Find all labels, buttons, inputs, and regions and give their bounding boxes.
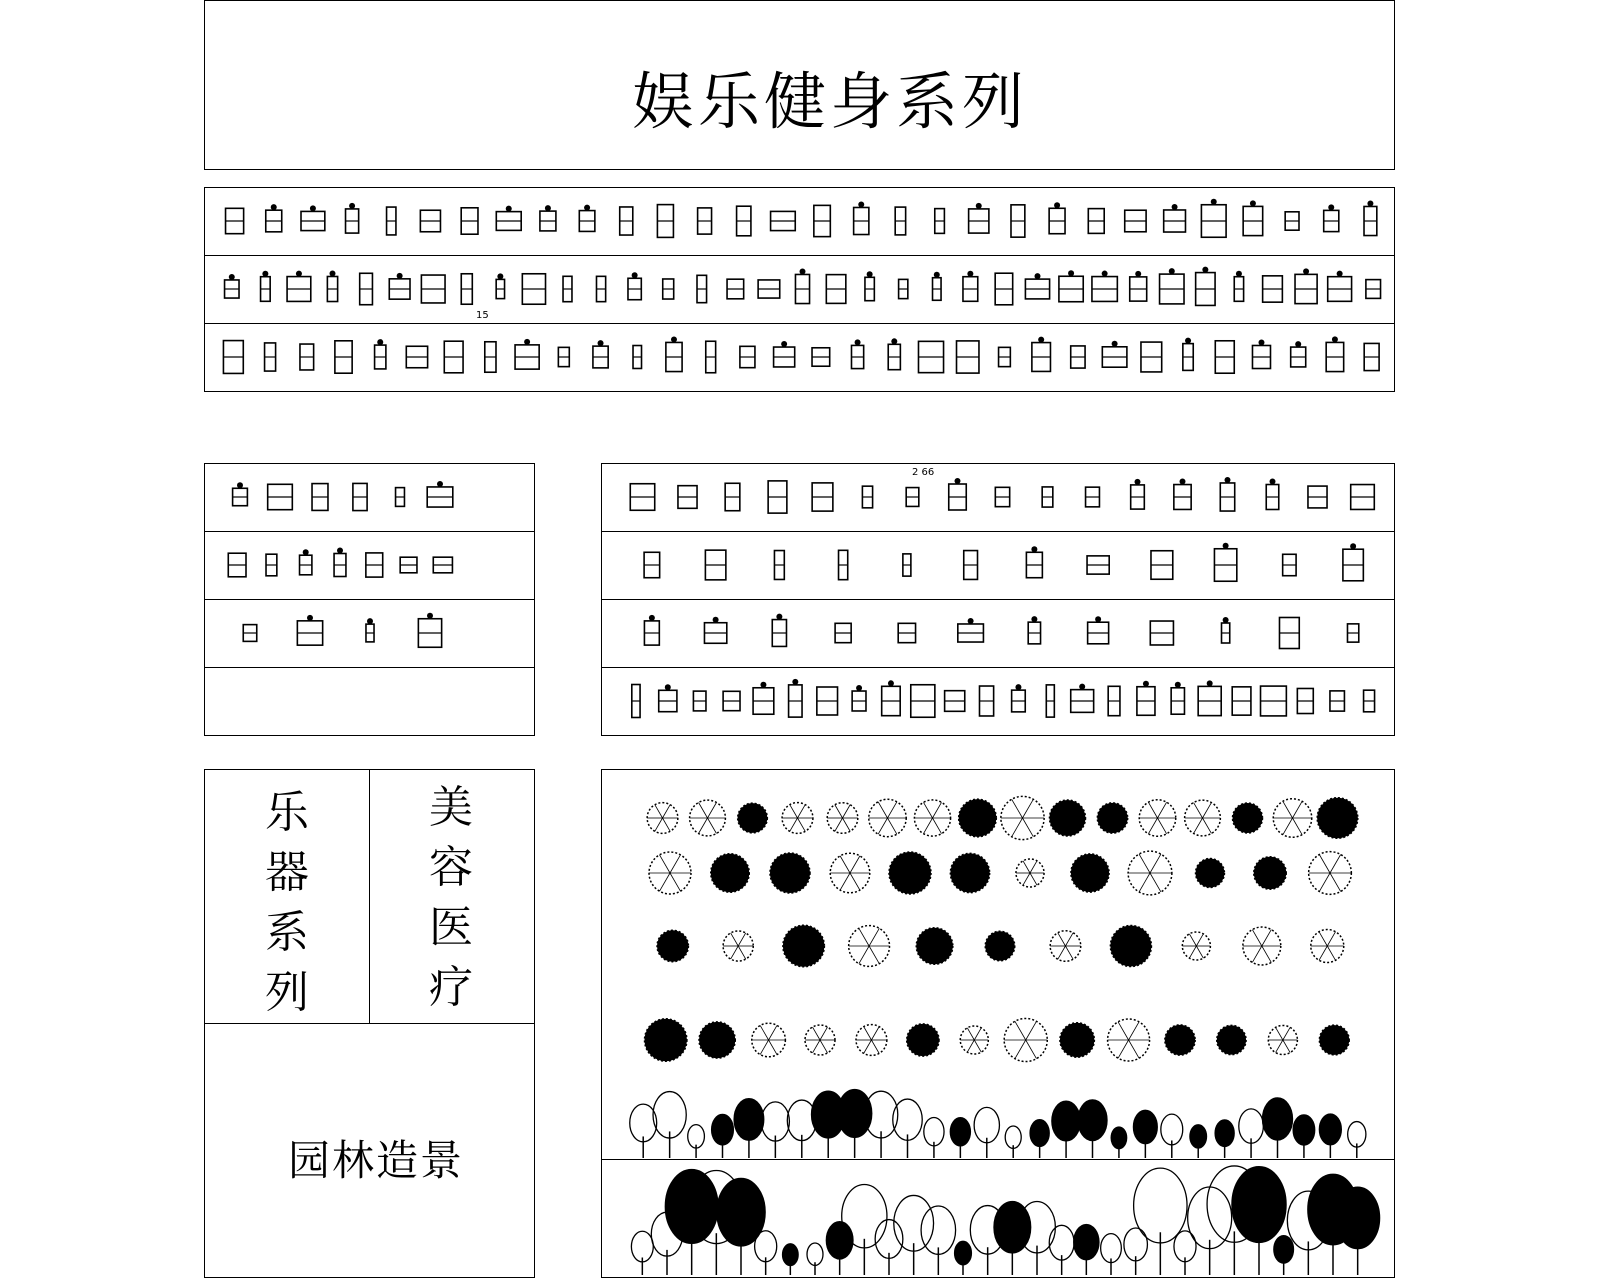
tree-elevation-icon — [842, 1185, 887, 1248]
tree-plan-icon — [967, 1040, 974, 1052]
tree-plan-icon — [1276, 1040, 1283, 1053]
tree-plan-icon — [660, 855, 670, 873]
tree-plan-icon — [820, 1027, 827, 1040]
fitness-equipment-icon — [800, 268, 806, 274]
fitness-equipment-icon — [671, 336, 677, 342]
instrument-icon — [303, 549, 309, 555]
tree-plan-icon — [850, 873, 860, 890]
tree-plan-icon — [1148, 802, 1157, 818]
tree-plan-icon — [864, 1040, 872, 1053]
fitness-equipment-icon — [1185, 338, 1191, 344]
tree-plan-icon — [923, 802, 932, 818]
fitness-equipment-icon — [349, 203, 355, 209]
medical-equipment-icon — [1175, 682, 1181, 688]
fitness-equipment-icon — [310, 205, 316, 211]
tree-plan-icon — [1012, 799, 1023, 818]
tree-elevation-icon — [734, 1099, 764, 1141]
tree-elevation-icon — [783, 1244, 799, 1266]
tree-elevation-icon — [1190, 1125, 1207, 1148]
tree-elevation-icon — [955, 1241, 972, 1265]
tree-elevation-icon — [1049, 1225, 1074, 1260]
tree-elevation-icon — [994, 1202, 1031, 1253]
tree-plan-icon — [850, 856, 860, 873]
fitness-equipment-icon — [598, 340, 604, 346]
tree-elevation-icon — [1052, 1101, 1080, 1141]
tree-plan-icon — [835, 818, 843, 831]
tree-plan-icon — [864, 1027, 872, 1040]
medical-equipment-icon — [792, 679, 798, 685]
tree-elevation-icon — [924, 1118, 944, 1146]
tree-plan-icon — [1058, 933, 1066, 946]
tree-plan-icon — [699, 818, 708, 834]
fitness-equipment-icon — [1258, 339, 1264, 345]
instrument-icon — [367, 618, 373, 624]
fitness-equipment-icon — [497, 273, 503, 279]
medical-equipment-icon — [1207, 680, 1213, 686]
tree-plan-icon — [1189, 934, 1196, 946]
tree-plan-icon — [1030, 873, 1037, 885]
tree-plan-icon — [670, 873, 680, 891]
tree-plan-icon — [1150, 854, 1161, 873]
tree-plan-icon — [974, 1028, 981, 1040]
tree-plan-icon — [1252, 930, 1261, 946]
tree-plan-icon — [798, 805, 806, 818]
tree-plan-icon — [1118, 1040, 1128, 1058]
tree-plan-icon — [1283, 818, 1293, 835]
fitness-equipment-icon — [855, 339, 861, 345]
tree-plan-icon — [1319, 873, 1330, 891]
tree-plan-icon — [1150, 873, 1161, 892]
fitness-equipment-icon — [967, 271, 973, 277]
medical-annotation: 2 66 — [912, 467, 935, 478]
tree-plan-icon — [790, 818, 798, 831]
fitness-equipment-icon — [545, 205, 551, 211]
tree-plan-icon — [1194, 803, 1203, 818]
tree-plan-icon — [859, 928, 869, 946]
tree-elevation-icon — [1030, 1120, 1049, 1147]
tree-elevation-icon — [1005, 1126, 1021, 1148]
tree-plan-icon — [1026, 1040, 1037, 1059]
instrument-icon — [307, 615, 313, 621]
tree-plan-icon — [1327, 932, 1335, 946]
tree-plan-icon — [1158, 818, 1167, 834]
fitness-equipment-icon — [1303, 268, 1309, 274]
tree-plan-icon — [731, 933, 739, 946]
medical-equipment-icon — [1143, 681, 1149, 687]
tree-plan-icon — [1015, 1040, 1026, 1059]
fitness-equipment-icon — [524, 339, 530, 345]
fitness-equipment-icon — [1038, 337, 1044, 343]
tree-plan-icon — [843, 805, 851, 818]
tree-plan-icon — [660, 873, 670, 891]
fitness-equipment-icon — [1202, 267, 1208, 273]
tree-plan-icon — [708, 818, 717, 834]
tree-plan-icon — [1319, 946, 1327, 960]
medical-equipment-icon — [1180, 479, 1186, 485]
fitness-equipment-icon — [781, 341, 787, 347]
tree-plan-icon — [1293, 801, 1303, 818]
tree-plan-icon — [769, 1025, 777, 1040]
medical-equipment-icon — [1350, 543, 1356, 549]
tree-elevation-icon — [1161, 1114, 1183, 1145]
tree-plan-icon — [820, 1040, 827, 1053]
tree-plan-icon — [708, 802, 717, 818]
tree-plan-icon — [1065, 946, 1073, 959]
medical-equipment-icon — [713, 617, 719, 623]
label-char: 系 — [265, 907, 309, 958]
tree-plan-icon — [1196, 946, 1203, 958]
tree-plan-icon — [1319, 932, 1327, 946]
tree-plan-icon — [1023, 873, 1030, 885]
tree-plan-icon — [813, 1027, 820, 1040]
tree-plan-icon — [760, 1025, 768, 1040]
tree-elevation-icon — [1215, 1120, 1234, 1147]
tree-plan-icon — [738, 946, 746, 959]
medical-equipment-icon — [776, 614, 782, 620]
tree-elevation-icon — [653, 1092, 686, 1139]
tree-plan-icon — [1327, 946, 1335, 960]
fitness-equipment-icon — [1250, 200, 1256, 206]
tree-elevation-icon — [1133, 1110, 1157, 1143]
medical-equipment-icon — [760, 682, 766, 688]
tree-plan-icon — [1118, 1022, 1128, 1040]
tree-plan-icon — [1293, 818, 1303, 835]
fitness-equipment-icon — [1328, 204, 1334, 210]
instrument-icon — [427, 613, 433, 619]
tree-plan-icon — [843, 818, 851, 831]
tree-plan-icon — [663, 818, 671, 831]
tree-elevation-icon — [1124, 1228, 1148, 1261]
fitness-equipment-icon — [858, 201, 864, 207]
tree-plan-icon — [1262, 946, 1271, 962]
fitness-equipment-icon — [1337, 271, 1343, 277]
tree-plan-icon — [1252, 946, 1261, 962]
tree-plan-icon — [670, 855, 680, 873]
tree-elevation-icon — [665, 1170, 718, 1244]
tree-plan-icon — [1262, 930, 1271, 946]
tree-elevation-icon — [1319, 1114, 1341, 1145]
fitness-equipment-icon — [1367, 200, 1373, 206]
tree-plan-icon — [1030, 861, 1037, 873]
fitness-equipment-icon — [584, 205, 590, 211]
tree-elevation-icon — [1274, 1236, 1294, 1264]
tree-plan-icon — [1015, 1021, 1026, 1040]
tree-elevation-icon — [894, 1195, 934, 1251]
label-char: 列 — [265, 967, 309, 1018]
fitness-equipment-icon — [1112, 341, 1118, 347]
medical-equipment-icon — [968, 618, 974, 624]
tree-elevation-icon — [631, 1231, 653, 1262]
medical-equipment-icon — [1031, 546, 1037, 552]
tree-elevation-icon — [974, 1107, 999, 1142]
tree-elevation-icon — [1232, 1167, 1286, 1243]
fitness-equipment-icon — [377, 339, 383, 345]
tree-plan-icon — [967, 1028, 974, 1040]
tree-plan-icon — [1203, 818, 1212, 833]
fitness-equipment-icon — [976, 203, 982, 209]
medical-equipment-icon — [1270, 479, 1276, 485]
fitness-equipment-icon — [1295, 341, 1301, 347]
tree-elevation-icon — [761, 1102, 789, 1141]
tree-plan-icon — [1065, 933, 1073, 946]
tree-plan-icon — [1026, 1021, 1037, 1040]
fitness-equipment-icon — [397, 273, 403, 279]
tree-plan-icon — [933, 802, 942, 818]
tree-plan-icon — [1189, 946, 1196, 958]
tree-plan-icon — [871, 1027, 879, 1040]
fitness-equipment-icon — [1035, 273, 1041, 279]
fitness-equipment-icon — [934, 272, 940, 278]
medical-equipment-icon — [1031, 616, 1037, 622]
label-char: 器 — [265, 847, 309, 898]
fitness-equipment-icon — [1169, 268, 1175, 274]
fitness-equipment-icon — [1068, 270, 1074, 276]
tree-plan-icon — [888, 802, 897, 818]
tree-elevation-icon — [950, 1118, 970, 1146]
tree-plan-icon — [878, 802, 887, 818]
medical-equipment-icon — [955, 478, 961, 484]
tree-plan-icon — [1330, 873, 1341, 891]
tree-plan-icon — [699, 802, 708, 818]
label-char: 疗 — [429, 962, 473, 1013]
tree-plan-icon — [840, 856, 850, 873]
tree-plan-icon — [878, 818, 887, 834]
fitness-equipment-icon — [632, 272, 638, 278]
tree-plan-icon — [1129, 1022, 1139, 1040]
fitness-equipment-icon — [1236, 271, 1242, 277]
garden-series-label: 园林造景 — [288, 1136, 465, 1185]
tree-elevation-icon — [1111, 1127, 1127, 1149]
tree-plan-icon — [769, 1040, 777, 1055]
tree-elevation-icon — [1262, 1098, 1292, 1140]
tree-plan-icon — [798, 818, 806, 831]
tree-plan-icon — [1203, 803, 1212, 818]
tree-elevation-icon — [1348, 1122, 1366, 1148]
tree-plan-icon — [1148, 818, 1157, 834]
tree-plan-icon — [974, 1040, 981, 1052]
fitness-equipment-icon — [506, 206, 512, 212]
label-char: 容 — [429, 842, 473, 893]
medical-equipment-icon — [1223, 617, 1229, 623]
fitness-equipment-icon — [1102, 271, 1108, 277]
tree-plan-icon — [1023, 818, 1034, 837]
tree-elevation-icon — [688, 1125, 705, 1148]
tree-plan-icon — [1319, 855, 1330, 873]
tree-plan-icon — [1139, 854, 1150, 873]
tree-plan-icon — [655, 805, 663, 818]
tree-plan-icon — [1283, 801, 1293, 818]
tree-plan-icon — [1330, 855, 1341, 873]
tree-elevation-icon — [1336, 1187, 1380, 1248]
tree-plan-icon — [869, 946, 879, 964]
tree-plan-icon — [1283, 1040, 1290, 1053]
tree-elevation-icon — [630, 1104, 657, 1142]
label-char: 乐 — [265, 787, 309, 838]
fitness-equipment-icon — [229, 274, 235, 280]
fitness-equipment-icon — [1172, 204, 1178, 210]
instrument-icon — [237, 482, 243, 488]
tree-plan-icon — [1023, 799, 1034, 818]
tree-plan-icon — [1194, 818, 1203, 833]
fitness-equipment-icon — [1211, 199, 1217, 205]
tree-elevation-icon — [755, 1231, 777, 1262]
fitness-equipment-icon — [1135, 271, 1141, 277]
tree-plan-icon — [869, 928, 879, 946]
tree-plan-icon — [923, 818, 932, 834]
tree-plan-icon — [871, 1040, 879, 1053]
fitness-annotation: 15 — [476, 310, 489, 321]
tree-elevation-icon — [838, 1089, 872, 1137]
tree-plan-icon — [835, 805, 843, 818]
medical-equipment-icon — [1095, 616, 1101, 622]
tree-plan-icon — [1012, 818, 1023, 837]
tree-elevation-icon — [921, 1206, 956, 1254]
tree-elevation-icon — [1293, 1115, 1315, 1145]
medical-equipment-icon — [1015, 684, 1021, 690]
tree-elevation-icon — [807, 1243, 823, 1265]
label-char: 医 — [429, 902, 473, 953]
tree-plan-icon — [1283, 1027, 1290, 1040]
label-char: 美 — [429, 782, 473, 833]
tree-plan-icon — [888, 818, 897, 834]
tree-elevation-icon — [1174, 1231, 1196, 1262]
medical-equipment-icon — [856, 685, 862, 691]
tree-plan-icon — [1276, 1027, 1283, 1040]
medical-equipment-icon — [1135, 479, 1141, 485]
medical-equipment-icon — [888, 680, 894, 686]
tree-elevation-icon — [1101, 1234, 1122, 1263]
tree-plan-icon — [738, 933, 746, 946]
tree-elevation-icon — [1134, 1168, 1187, 1243]
tree-plan-icon — [655, 818, 663, 831]
fitness-equipment-icon — [262, 271, 268, 277]
medical-equipment-icon — [1223, 543, 1229, 549]
medical-equipment-icon — [665, 684, 671, 690]
instrument-icon — [337, 547, 343, 553]
tree-plan-icon — [1058, 946, 1066, 959]
tree-plan-icon — [1129, 1040, 1139, 1058]
tree-elevation-icon — [1239, 1109, 1264, 1143]
tree-elevation-icon — [1078, 1100, 1107, 1141]
tree-plan-icon — [731, 946, 739, 959]
fitness-equipment-icon — [1054, 202, 1060, 208]
fitness-equipment-icon — [891, 338, 897, 344]
instrument-icon — [437, 481, 443, 487]
tree-plan-icon — [1023, 861, 1030, 873]
tree-plan-icon — [813, 1040, 820, 1053]
medical-equipment-icon — [1079, 684, 1085, 690]
medical-equipment-icon — [1225, 477, 1231, 483]
fitness-equipment-icon — [271, 204, 277, 210]
tree-plan-icon — [663, 805, 671, 818]
tree-elevation-icon — [1188, 1187, 1232, 1249]
tree-plan-icon — [859, 946, 869, 964]
tree-plan-icon — [1139, 873, 1150, 892]
tree-plan-icon — [840, 873, 850, 890]
tree-plan-icon — [760, 1040, 768, 1055]
medical-equipment-icon — [649, 615, 655, 621]
tree-plan-icon — [790, 805, 798, 818]
tree-plan-icon — [1196, 934, 1203, 946]
page-title: 娱乐健身系列 — [632, 65, 1029, 138]
fitness-equipment-icon — [1332, 336, 1338, 342]
tree-plan-icon — [1158, 802, 1167, 818]
tree-elevation-icon — [712, 1114, 734, 1145]
tree-plan-icon — [933, 818, 942, 834]
fitness-equipment-icon — [296, 271, 302, 277]
fitness-equipment-icon — [330, 270, 336, 276]
fitness-equipment-icon — [867, 271, 873, 277]
tree-elevation-icon — [1074, 1224, 1099, 1259]
